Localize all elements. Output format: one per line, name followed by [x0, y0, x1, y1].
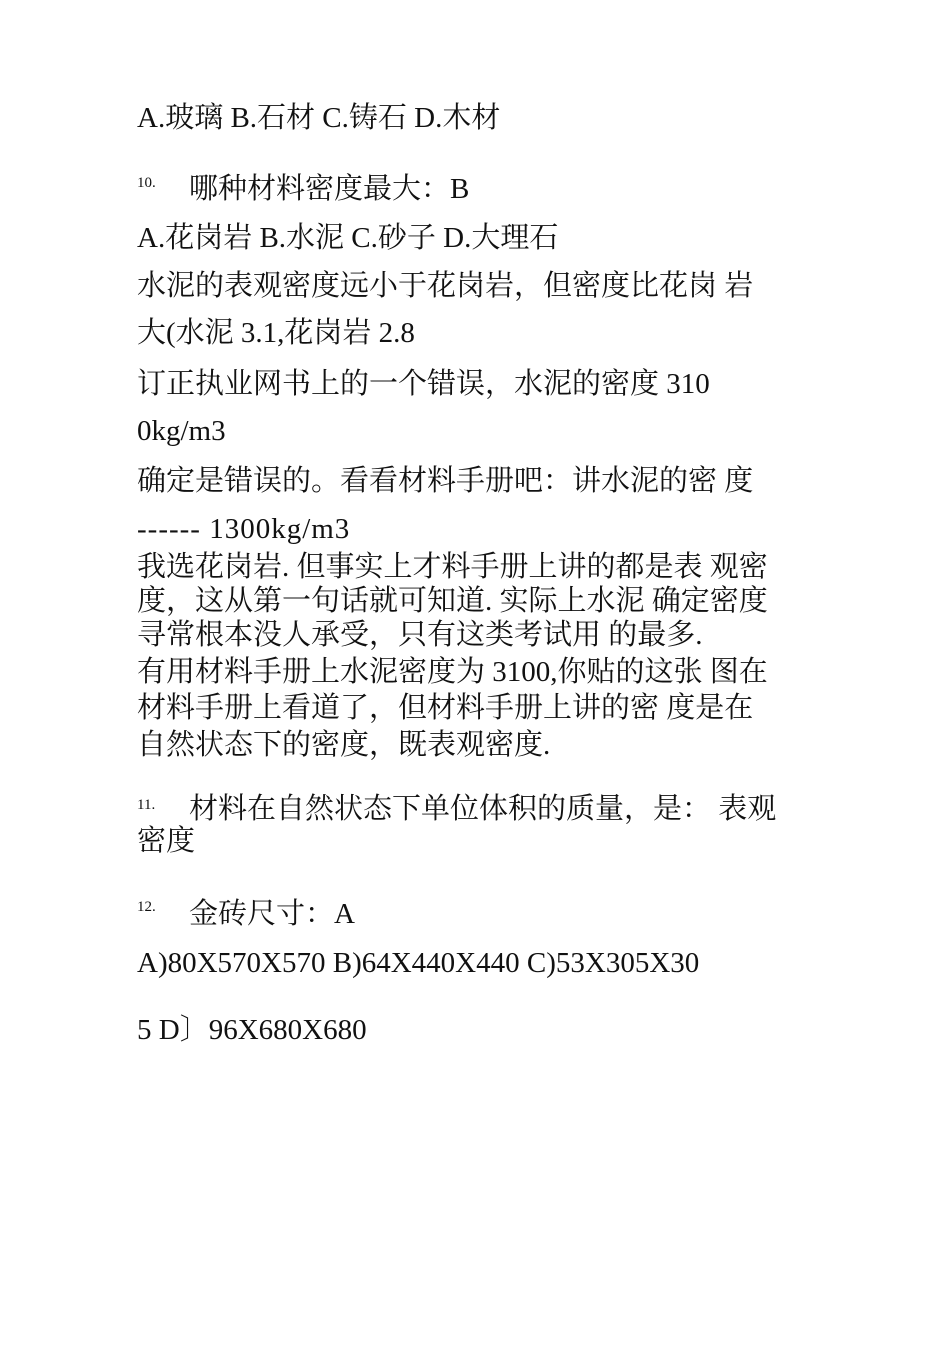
explanation-line-7: 我选花岗岩. 但事实上才料手册上讲的都是表 观密 — [137, 551, 768, 583]
explanation-line-11: 材料手册上看道了，但材料手册上讲的密 度是在 — [137, 692, 754, 724]
q12-options-line-2: 5 D〕96X680X680 — [137, 1014, 367, 1046]
question-number-12: 12. — [137, 899, 156, 915]
question-11-text: 材料在自然状态下单位体积的质量，是： 表观 — [189, 793, 777, 825]
q12-options-line-1: A)80X570X570 B)64X440X440 C)53X305X30 — [137, 947, 700, 979]
explanation-line-5: 确定是错误的。看看材料手册吧：讲水泥的密 度 — [137, 465, 754, 497]
explanation-line-8: 度，这从第一句话就可知道. 实际上水泥 确定密度 — [137, 585, 768, 617]
explanation-line-1: 水泥的表观密度远小于花岗岩，但密度比花岗 岩 — [137, 270, 754, 302]
question-12-text: 金砖尺寸：A — [189, 898, 355, 930]
question-number-11: 11. — [137, 797, 156, 813]
explanation-line-9: 寻常根本没人承受，只有这类考试用 的最多. — [137, 619, 703, 651]
explanation-line-3: 订正执业网书上的一个错误，水泥的密度 310 — [137, 368, 710, 400]
question-11-answer: 密度 — [137, 825, 196, 857]
explanation-line-4: 0kg/m3 — [137, 415, 226, 447]
q9-options: A.玻璃 B.石材 C.铸石 D.木材 — [137, 102, 501, 134]
question-number-10: 10. — [137, 175, 156, 191]
explanation-line-10: 有用材料手册上水泥密度为 3100,你贴的这张 图在 — [137, 656, 768, 688]
q10-options: A.花岗岩 B.水泥 C.砂子 D.大理石 — [137, 222, 559, 254]
explanation-line-2: 大(水泥 3.1,花岗岩 2.8 — [137, 317, 415, 349]
explanation-line-12: 自然状态下的密度，既表观密度. — [137, 729, 551, 761]
question-10-text: 哪种材料密度最大：B — [189, 173, 470, 205]
explanation-line-6: ------ 1300kg/m3 — [137, 513, 351, 545]
